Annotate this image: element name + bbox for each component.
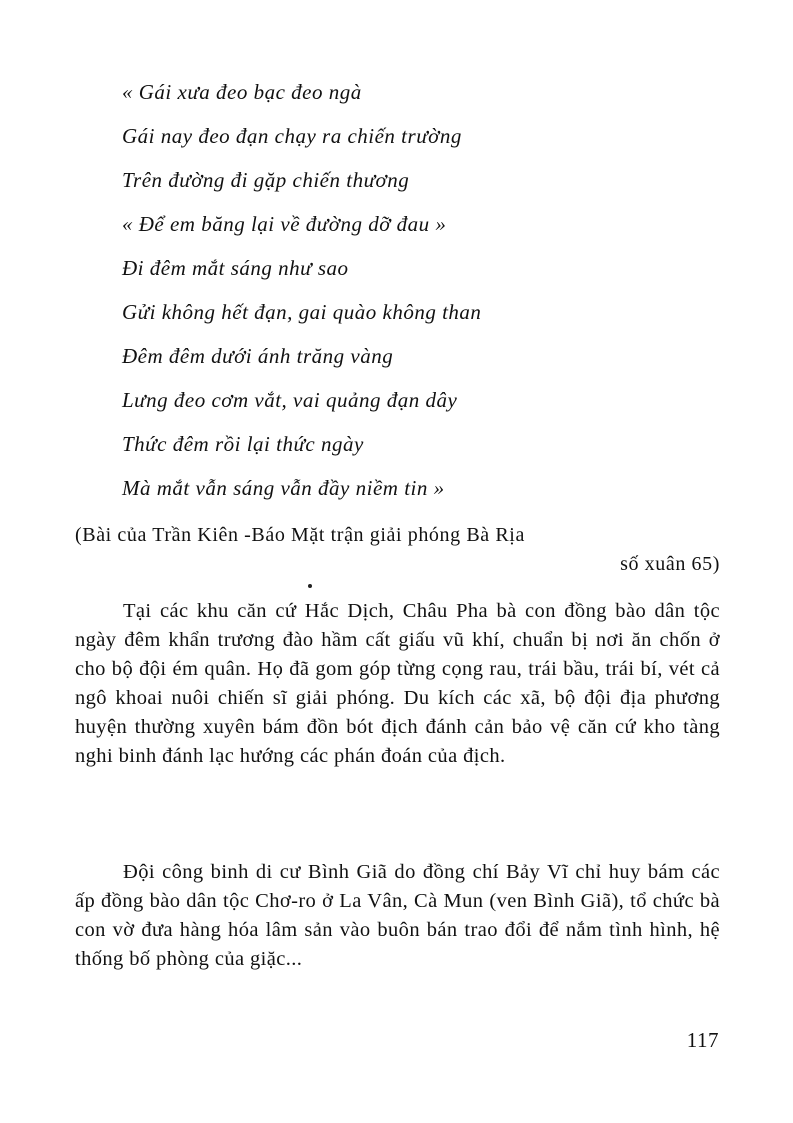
poem-line: Gửi không hết đạn, gai quào không than (122, 300, 482, 324)
poem-line: Thức đêm rồi lại thức ngày (122, 432, 364, 456)
poem-line: Đêm đêm dưới ánh trăng vàng (122, 344, 394, 368)
poem-line: Đi đêm mắt sáng như sao (122, 256, 349, 280)
page-number: 117 (686, 1028, 719, 1052)
citation-line: (Bài của Trần Kiên -Báo Mặt trận giải phóng Bà Rịa (75, 524, 525, 546)
poem-line: « Gái xưa đeo bạc đeo ngà (122, 80, 362, 104)
body-paragraph: Đội công binh di cư Bình Giã do đồng chí Bảy Vĩ chỉ huy bám các ấp đồng bào dân tộc Chơ-ro ở La Vân, Cà Mun (ven Bình Giã), tổ chức bà con vờ đưa hàng hóa lâm sản vào buôn bán trao đổi để nắm tình hình, hệ thống bố phòng của giặc... (75, 861, 720, 970)
poem-line: « Để em băng lại về đường dỡ đau » (122, 212, 447, 236)
poem-line: Trên đường đi gặp chiến thương (122, 168, 410, 192)
citation-line: số xuân 65) (620, 553, 720, 575)
poem-block (122, 70, 682, 510)
print-speck (308, 584, 312, 588)
poem-line: Lưng đeo cơm vắt, vai quảng đạn dây (122, 388, 458, 412)
body-paragraph: Tại các khu căn cứ Hắc Dịch, Châu Pha bà con đồng bào dân tộc ngày đêm khẩn trương đào hầm cất giấu vũ khí, chuẩn bị nơi ăn chốn ở cho bộ đội ém quân. Họ đã gom góp từng cọng rau, trái bầu, trái bí, vét cả ngô khoai nuôi chiến sĩ giải phóng. Du kích các xã, bộ đội địa phương huyện thường xuyên bám đồn bót địch đánh cản bảo vệ căn cứ kho tàng nghi binh đánh lạc hướng các phán đoán của địch. (75, 600, 720, 767)
poem-line: Gái nay đeo đạn chạy ra chiến trường (122, 124, 462, 148)
poem-line: Mà mắt vẫn sáng vẫn đầy niềm tin » (122, 476, 445, 500)
poem-citation (75, 521, 720, 579)
